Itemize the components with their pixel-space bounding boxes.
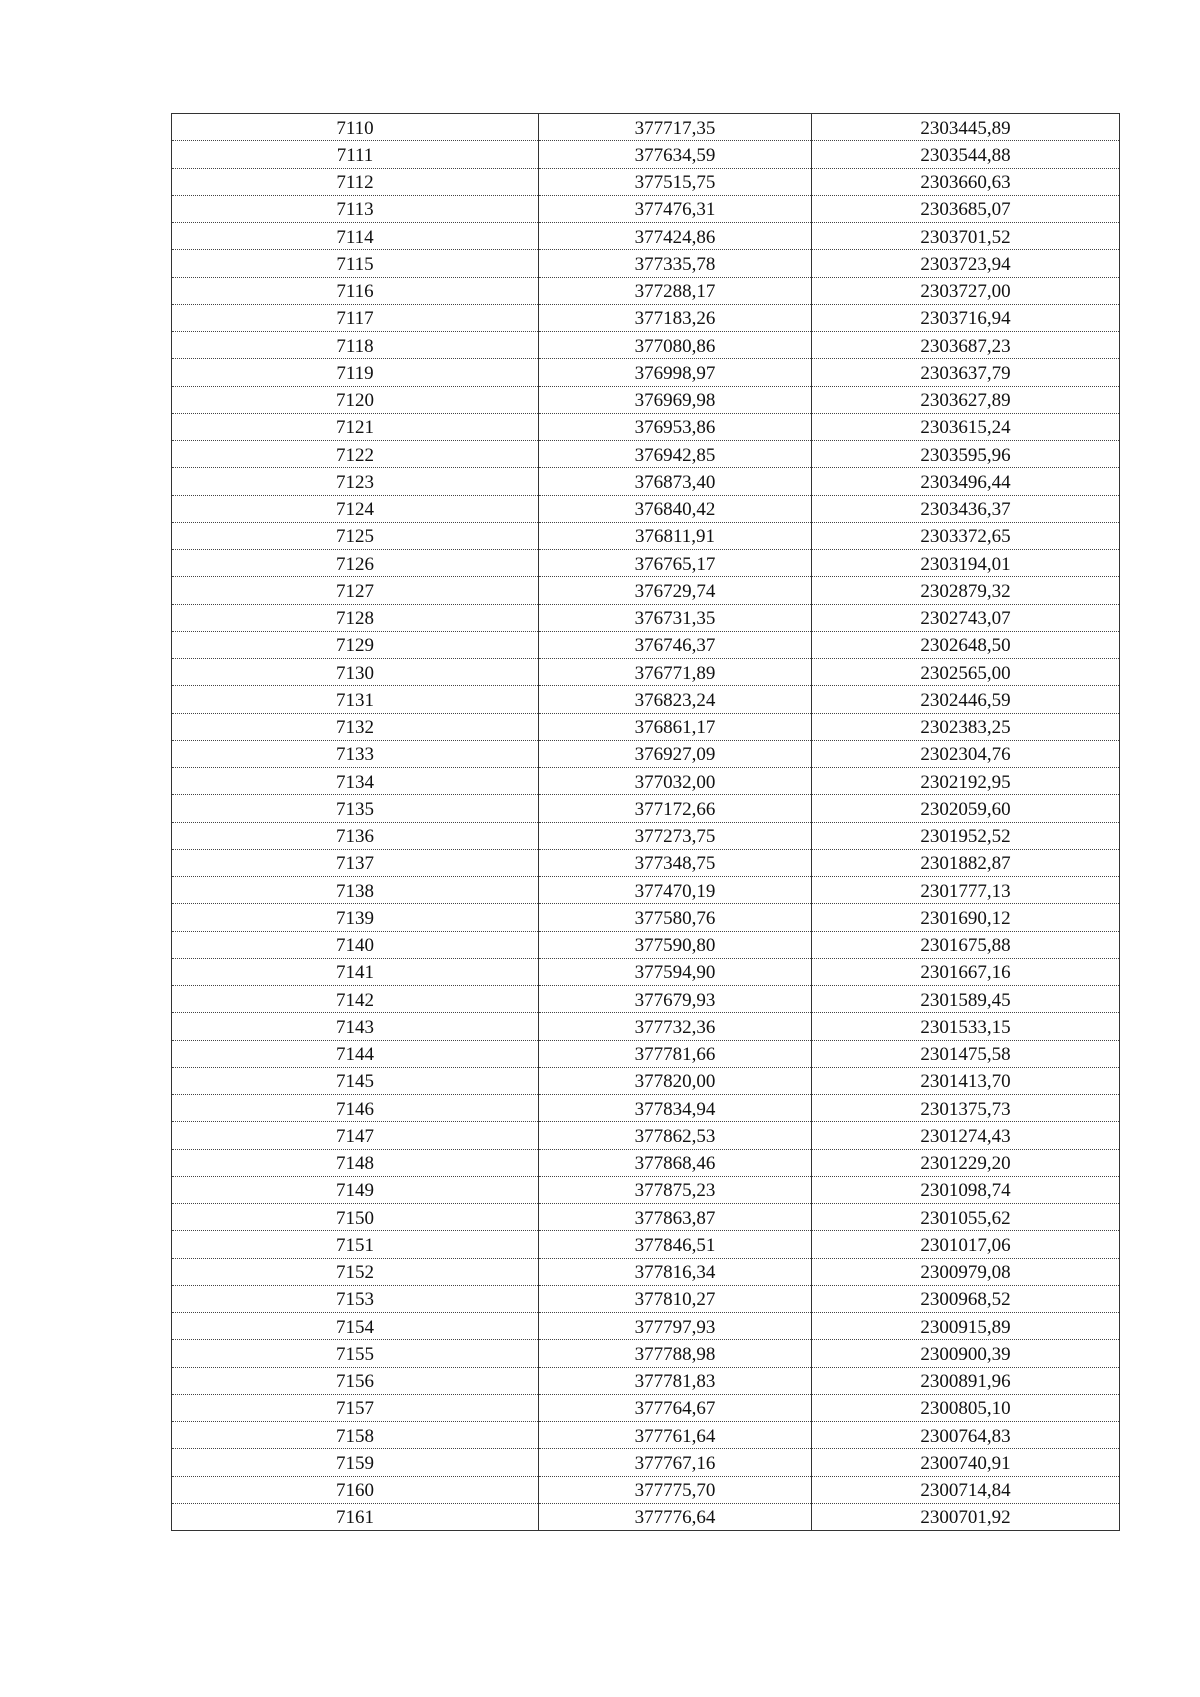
table-row [172,1122,1120,1149]
y-coordinate-cell: 2300805,10 [812,1394,1120,1421]
table-row [172,958,1120,985]
point-number-cell: 7124 [172,495,539,522]
coordinates-table-body [172,114,1120,1531]
y-coordinate-cell: 2301675,88 [812,931,1120,958]
x-coordinate-cell: 377767,16 [539,1449,812,1476]
x-coordinate-cell: 377273,75 [539,822,812,849]
y-coordinate-cell: 2303685,07 [812,195,1120,222]
x-coordinate-cell: 377080,86 [539,332,812,359]
table-row [172,1231,1120,1258]
point-number-cell: 7143 [172,1013,539,1040]
x-coordinate-cell: 377862,53 [539,1122,812,1149]
point-number-cell: 7147 [172,1122,539,1149]
table-row [172,713,1120,740]
y-coordinate-cell: 2301413,70 [812,1067,1120,1094]
y-coordinate-cell: 2300701,92 [812,1503,1120,1530]
point-number-cell: 7161 [172,1503,539,1530]
table-row [172,468,1120,495]
point-number-cell: 7129 [172,631,539,658]
x-coordinate-cell: 377348,75 [539,849,812,876]
x-coordinate-cell: 376771,89 [539,659,812,686]
point-number-cell: 7113 [172,195,539,222]
point-number-cell: 7126 [172,550,539,577]
y-coordinate-cell: 2301229,20 [812,1149,1120,1176]
table-row [172,277,1120,304]
point-number-cell: 7157 [172,1394,539,1421]
point-number-cell: 7152 [172,1258,539,1285]
table-row [172,849,1120,876]
x-coordinate-cell: 377764,67 [539,1394,812,1421]
table-row [172,141,1120,168]
y-coordinate-cell: 2300915,89 [812,1313,1120,1340]
point-number-cell: 7131 [172,686,539,713]
table-row [172,441,1120,468]
point-number-cell: 7136 [172,822,539,849]
x-coordinate-cell: 376840,42 [539,495,812,522]
y-coordinate-cell: 2301055,62 [812,1204,1120,1231]
x-coordinate-cell: 377032,00 [539,768,812,795]
table-row [172,986,1120,1013]
point-number-cell: 7117 [172,304,539,331]
x-coordinate-cell: 377775,70 [539,1476,812,1503]
y-coordinate-cell: 2303372,65 [812,522,1120,549]
y-coordinate-cell: 2302192,95 [812,768,1120,795]
x-coordinate-cell: 377810,27 [539,1285,812,1312]
point-number-cell: 7156 [172,1367,539,1394]
x-coordinate-cell: 377788,98 [539,1340,812,1367]
table-row [172,1503,1120,1530]
point-number-cell: 7116 [172,277,539,304]
y-coordinate-cell: 2303637,79 [812,359,1120,386]
table-row [172,604,1120,631]
table-row [172,1340,1120,1367]
point-number-cell: 7119 [172,359,539,386]
y-coordinate-cell: 2303716,94 [812,304,1120,331]
x-coordinate-cell: 376731,35 [539,604,812,631]
table-row [172,195,1120,222]
table-row [172,168,1120,195]
y-coordinate-cell: 2303687,23 [812,332,1120,359]
table-row [172,1095,1120,1122]
table-row [172,522,1120,549]
x-coordinate-cell: 377590,80 [539,931,812,958]
table-row [172,768,1120,795]
table-row [172,822,1120,849]
point-number-cell: 7151 [172,1231,539,1258]
table-row [172,114,1120,141]
y-coordinate-cell: 2301777,13 [812,877,1120,904]
x-coordinate-cell: 377470,19 [539,877,812,904]
table-row [172,1204,1120,1231]
y-coordinate-cell: 2302743,07 [812,604,1120,631]
y-coordinate-cell: 2300740,91 [812,1449,1120,1476]
x-coordinate-cell: 376953,86 [539,413,812,440]
table-row [172,931,1120,958]
table-row [172,1476,1120,1503]
point-number-cell: 7133 [172,740,539,767]
x-coordinate-cell: 377515,75 [539,168,812,195]
y-coordinate-cell: 2303727,00 [812,277,1120,304]
y-coordinate-cell: 2303496,44 [812,468,1120,495]
y-coordinate-cell: 2303627,89 [812,386,1120,413]
y-coordinate-cell: 2302059,60 [812,795,1120,822]
table-row [172,1422,1120,1449]
y-coordinate-cell: 2303660,63 [812,168,1120,195]
coordinates-table [171,113,1120,1531]
y-coordinate-cell: 2302565,00 [812,659,1120,686]
table-row [172,1040,1120,1067]
table-row [172,631,1120,658]
x-coordinate-cell: 377183,26 [539,304,812,331]
table-row [172,250,1120,277]
y-coordinate-cell: 2300900,39 [812,1340,1120,1367]
x-coordinate-cell: 377797,93 [539,1313,812,1340]
y-coordinate-cell: 2301952,52 [812,822,1120,849]
table-row [172,1449,1120,1476]
point-number-cell: 7135 [172,795,539,822]
x-coordinate-cell: 377868,46 [539,1149,812,1176]
y-coordinate-cell: 2303194,01 [812,550,1120,577]
x-coordinate-cell: 377717,35 [539,114,812,141]
table-row [172,1394,1120,1421]
x-coordinate-cell: 377172,66 [539,795,812,822]
table-row [172,223,1120,250]
x-coordinate-cell: 377476,31 [539,195,812,222]
table-row [172,332,1120,359]
x-coordinate-cell: 377781,83 [539,1367,812,1394]
x-coordinate-cell: 376927,09 [539,740,812,767]
point-number-cell: 7148 [172,1149,539,1176]
y-coordinate-cell: 2303701,52 [812,223,1120,250]
x-coordinate-cell: 377634,59 [539,141,812,168]
point-number-cell: 7121 [172,413,539,440]
x-coordinate-cell: 377781,66 [539,1040,812,1067]
x-coordinate-cell: 376969,98 [539,386,812,413]
y-coordinate-cell: 2301690,12 [812,904,1120,931]
x-coordinate-cell: 377679,93 [539,986,812,1013]
table-row [172,577,1120,604]
table-row [172,740,1120,767]
table-row [172,795,1120,822]
x-coordinate-cell: 376746,37 [539,631,812,658]
y-coordinate-cell: 2301098,74 [812,1176,1120,1203]
table-row [172,659,1120,686]
y-coordinate-cell: 2301475,58 [812,1040,1120,1067]
point-number-cell: 7130 [172,659,539,686]
x-coordinate-cell: 376998,97 [539,359,812,386]
x-coordinate-cell: 377424,86 [539,223,812,250]
y-coordinate-cell: 2302383,25 [812,713,1120,740]
y-coordinate-cell: 2303544,88 [812,141,1120,168]
point-number-cell: 7127 [172,577,539,604]
point-number-cell: 7128 [172,604,539,631]
x-coordinate-cell: 377776,64 [539,1503,812,1530]
point-number-cell: 7120 [172,386,539,413]
point-number-cell: 7132 [172,713,539,740]
x-coordinate-cell: 377846,51 [539,1231,812,1258]
y-coordinate-cell: 2301589,45 [812,986,1120,1013]
x-coordinate-cell: 377863,87 [539,1204,812,1231]
y-coordinate-cell: 2301375,73 [812,1095,1120,1122]
y-coordinate-cell: 2301274,43 [812,1122,1120,1149]
point-number-cell: 7145 [172,1067,539,1094]
point-number-cell: 7137 [172,849,539,876]
table-row [172,1285,1120,1312]
table-row [172,1258,1120,1285]
x-coordinate-cell: 376861,17 [539,713,812,740]
point-number-cell: 7146 [172,1095,539,1122]
point-number-cell: 7114 [172,223,539,250]
x-coordinate-cell: 377580,76 [539,904,812,931]
x-coordinate-cell: 377288,17 [539,277,812,304]
y-coordinate-cell: 2303445,89 [812,114,1120,141]
point-number-cell: 7115 [172,250,539,277]
y-coordinate-cell: 2300764,83 [812,1422,1120,1449]
point-number-cell: 7110 [172,114,539,141]
y-coordinate-cell: 2302648,50 [812,631,1120,658]
point-number-cell: 7149 [172,1176,539,1203]
x-coordinate-cell: 376942,85 [539,441,812,468]
y-coordinate-cell: 2303723,94 [812,250,1120,277]
point-number-cell: 7150 [172,1204,539,1231]
table-row [172,550,1120,577]
y-coordinate-cell: 2301667,16 [812,958,1120,985]
y-coordinate-cell: 2302879,32 [812,577,1120,604]
point-number-cell: 7144 [172,1040,539,1067]
point-number-cell: 7118 [172,332,539,359]
table-row [172,495,1120,522]
table-row [172,304,1120,331]
y-coordinate-cell: 2301017,06 [812,1231,1120,1258]
x-coordinate-cell: 376873,40 [539,468,812,495]
point-number-cell: 7140 [172,931,539,958]
point-number-cell: 7122 [172,441,539,468]
point-number-cell: 7123 [172,468,539,495]
y-coordinate-cell: 2300968,52 [812,1285,1120,1312]
y-coordinate-cell: 2302446,59 [812,686,1120,713]
point-number-cell: 7160 [172,1476,539,1503]
table-row [172,1313,1120,1340]
table-row [172,386,1120,413]
point-number-cell: 7138 [172,877,539,904]
x-coordinate-cell: 376729,74 [539,577,812,604]
table-row [172,686,1120,713]
x-coordinate-cell: 377732,36 [539,1013,812,1040]
table-row [172,1013,1120,1040]
table-row [172,413,1120,440]
point-number-cell: 7154 [172,1313,539,1340]
x-coordinate-cell: 377820,00 [539,1067,812,1094]
point-number-cell: 7158 [172,1422,539,1449]
point-number-cell: 7142 [172,986,539,1013]
y-coordinate-cell: 2301882,87 [812,849,1120,876]
table-row [172,1149,1120,1176]
x-coordinate-cell: 376765,17 [539,550,812,577]
y-coordinate-cell: 2300891,96 [812,1367,1120,1394]
x-coordinate-cell: 376823,24 [539,686,812,713]
table-row [172,877,1120,904]
y-coordinate-cell: 2303615,24 [812,413,1120,440]
point-number-cell: 7155 [172,1340,539,1367]
table-row [172,1367,1120,1394]
y-coordinate-cell: 2300979,08 [812,1258,1120,1285]
x-coordinate-cell: 377335,78 [539,250,812,277]
x-coordinate-cell: 377816,34 [539,1258,812,1285]
point-number-cell: 7139 [172,904,539,931]
y-coordinate-cell: 2303595,96 [812,441,1120,468]
y-coordinate-cell: 2301533,15 [812,1013,1120,1040]
point-number-cell: 7134 [172,768,539,795]
y-coordinate-cell: 2302304,76 [812,740,1120,767]
table-row [172,1067,1120,1094]
point-number-cell: 7141 [172,958,539,985]
y-coordinate-cell: 2303436,37 [812,495,1120,522]
x-coordinate-cell: 377761,64 [539,1422,812,1449]
x-coordinate-cell: 376811,91 [539,522,812,549]
point-number-cell: 7153 [172,1285,539,1312]
point-number-cell: 7159 [172,1449,539,1476]
table-row [172,359,1120,386]
point-number-cell: 7111 [172,141,539,168]
point-number-cell: 7125 [172,522,539,549]
table-row [172,904,1120,931]
x-coordinate-cell: 377594,90 [539,958,812,985]
point-number-cell: 7112 [172,168,539,195]
y-coordinate-cell: 2300714,84 [812,1476,1120,1503]
x-coordinate-cell: 377875,23 [539,1176,812,1203]
table-row [172,1176,1120,1203]
x-coordinate-cell: 377834,94 [539,1095,812,1122]
